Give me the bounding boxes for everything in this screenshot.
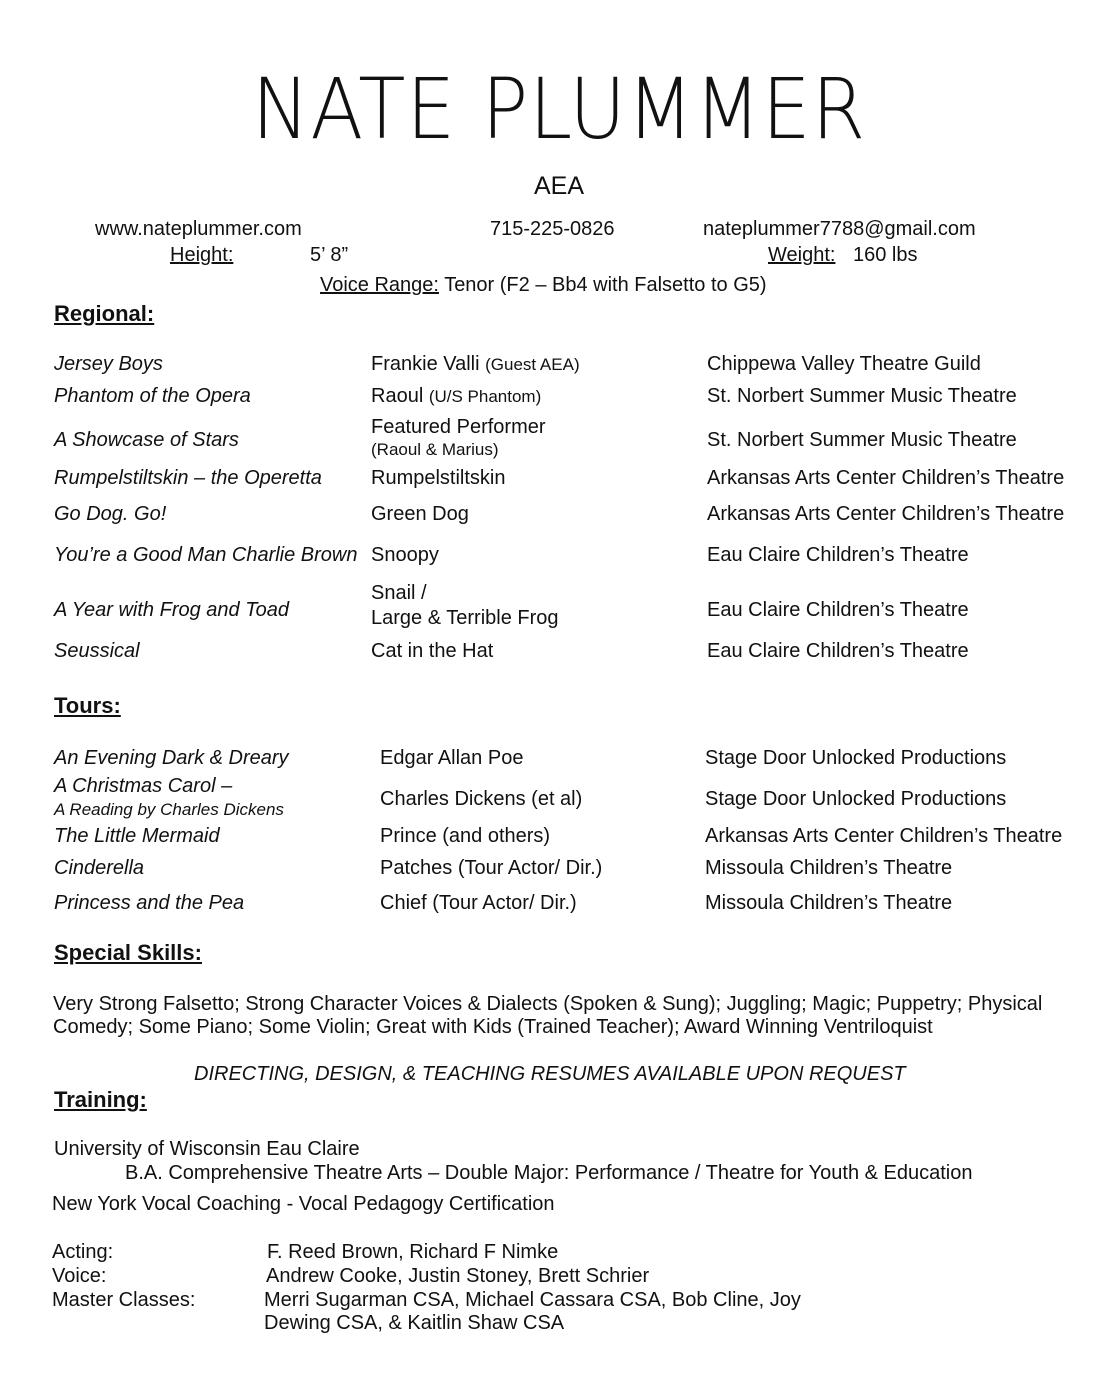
tour-role: Chief (Tour Actor/ Dir.) — [380, 892, 577, 914]
acting-teachers: F. Reed Brown, Richard F Nimke — [267, 1241, 559, 1263]
website-link[interactable]: www.nateplummer.com — [95, 218, 302, 240]
regional-show: Phantom of the Opera — [54, 385, 251, 407]
regional-role-line2: (Raoul & Marius) — [371, 440, 499, 459]
regional-role: Green Dog — [371, 503, 469, 525]
voice-range-label: Voice Range: — [320, 274, 439, 296]
skills-heading: Special Skills: — [54, 940, 202, 965]
tour-show: An Evening Dark & Dreary — [54, 747, 289, 769]
regional-show: Seussical — [54, 640, 140, 662]
training-heading: Training: — [54, 1087, 147, 1112]
email-address[interactable]: nateplummer7788@gmail.com — [703, 218, 976, 240]
resumes-notice: DIRECTING, DESIGN, & TEACHING RESUMES AVAILABLE UPON REQUEST — [194, 1063, 906, 1085]
tour-role: Charles Dickens (et al) — [380, 788, 583, 810]
weight-label: Weight: — [768, 244, 836, 266]
tour-show: The Little Mermaid — [54, 825, 220, 847]
regional-role-line2: Large & Terrible Frog — [371, 607, 559, 629]
regional-company: Eau Claire Children’s Theatre — [707, 640, 969, 662]
regional-company: Chippewa Valley Theatre Guild — [707, 353, 981, 375]
tour-role: Prince (and others) — [380, 825, 551, 847]
voice-teachers: Andrew Cooke, Justin Stoney, Brett Schrier — [266, 1265, 650, 1287]
regional-role — [371, 384, 541, 409]
tour-company: Stage Door Unlocked Productions — [705, 747, 1007, 769]
role-name: Frankie Valli — [371, 353, 480, 375]
regional-role: Featured Performer — [371, 416, 546, 438]
voice-label: Voice: — [52, 1265, 107, 1287]
master-classes-line: Merri Sugarman CSA, Michael Cassara CSA, Bob Cline, Joy — [264, 1289, 801, 1311]
regional-role: Cat in the Hat — [371, 640, 494, 662]
voice-range — [320, 273, 767, 297]
regional-company: Arkansas Arts Center Children’s Theatre — [707, 503, 1065, 525]
regional-show: A Showcase of Stars — [54, 429, 239, 451]
height-label: Height: — [170, 244, 234, 266]
acting-label: Acting: — [52, 1241, 114, 1263]
regional-heading: Regional: — [54, 301, 155, 326]
training-certification: New York Vocal Coaching - Vocal Pedagogy Certification — [52, 1193, 555, 1215]
phone-number: 715-225-0826 — [490, 218, 615, 240]
regional-role: Snoopy — [371, 544, 439, 566]
role-note: (U/S Phantom) — [428, 387, 542, 406]
regional-show: Rumpelstiltskin – the Operetta — [54, 467, 322, 489]
regional-company: Eau Claire Children’s Theatre — [707, 599, 969, 621]
master-classes-line: Dewing CSA, & Kaitlin Shaw CSA — [264, 1312, 565, 1334]
tour-role: Edgar Allan Poe — [380, 747, 524, 769]
tour-company: Arkansas Arts Center Children’s Theatre — [705, 825, 1063, 847]
regional-role: Snail / — [371, 582, 427, 604]
regional-role: Rumpelstiltskin — [371, 467, 506, 489]
training-degree: B.A. Comprehensive Theatre Arts – Double Major: Performance / Theatre for Youth & Education — [125, 1162, 973, 1184]
voice-range-value: Tenor (F2 – Bb4 with Falsetto to G5) — [444, 274, 767, 296]
master-classes-label: Master Classes: — [52, 1289, 196, 1311]
regional-company: St. Norbert Summer Music Theatre — [707, 385, 1017, 407]
tour-show: A Christmas Carol – — [54, 775, 233, 797]
tour-company: Missoula Children’s Theatre — [705, 857, 953, 879]
skills-line: Very Strong Falsetto; Strong Character Voices & Dialects (Spoken & Sung); Juggling; Magic; Puppetry; Physical — [53, 993, 1043, 1015]
weight-value: 160 lbs — [853, 244, 918, 266]
resume-name: NATE PLUMMER — [251, 60, 867, 158]
skills-line: Comedy; Some Piano; Some Violin; Great with Kids (Trained Teacher); Award Winning Ventriloquist — [53, 1016, 933, 1038]
regional-show: Jersey Boys — [54, 353, 163, 375]
regional-role — [371, 352, 580, 377]
tour-show: Princess and the Pea — [54, 892, 245, 914]
union-affiliation: AEA — [533, 172, 585, 200]
regional-company: Eau Claire Children’s Theatre — [707, 544, 969, 566]
tour-company: Stage Door Unlocked Productions — [705, 788, 1007, 810]
role-name: Raoul — [371, 385, 424, 407]
tour-show: Cinderella — [54, 857, 145, 879]
regional-show: Go Dog. Go! — [54, 503, 167, 525]
regional-company: Arkansas Arts Center Children’s Theatre — [707, 467, 1065, 489]
tour-role: Patches (Tour Actor/ Dir.) — [380, 857, 603, 879]
tour-company: Missoula Children’s Theatre — [705, 892, 953, 914]
regional-company: St. Norbert Summer Music Theatre — [707, 429, 1017, 451]
training-school: University of Wisconsin Eau Claire — [54, 1138, 360, 1160]
height-value: 5’ 8” — [310, 244, 349, 266]
regional-show: You’re a Good Man Charlie Brown — [54, 544, 358, 566]
tours-heading: Tours: — [54, 693, 121, 718]
tour-show-line2: A Reading by Charles Dickens — [54, 800, 284, 819]
regional-show: A Year with Frog and Toad — [54, 599, 289, 621]
role-note: (Guest AEA) — [485, 355, 580, 374]
